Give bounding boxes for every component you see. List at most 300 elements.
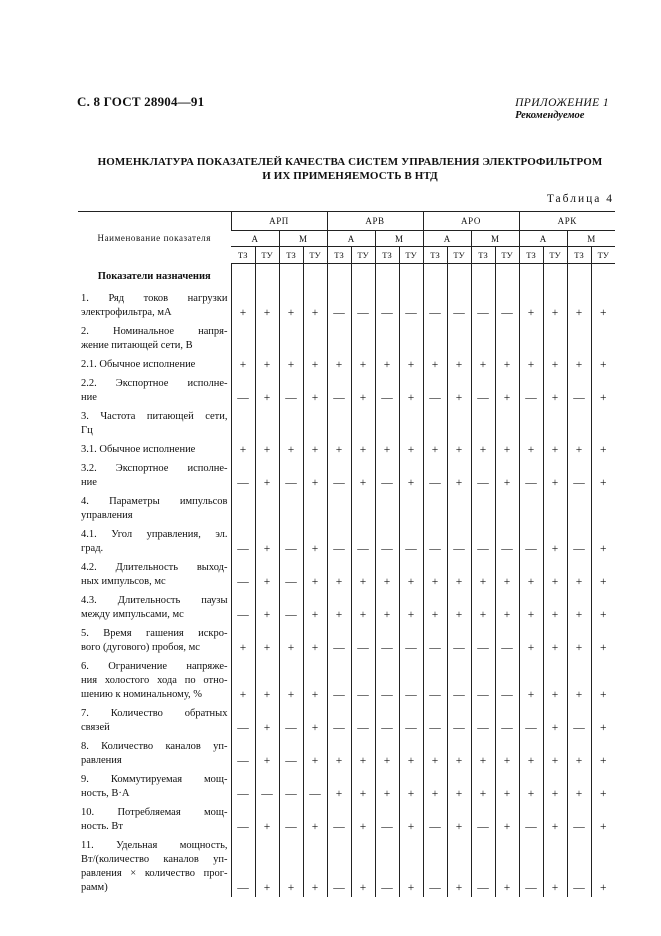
applicability-cell: —: [375, 459, 399, 492]
applicability-cell: —: [351, 624, 375, 657]
applicability-cell: —: [423, 657, 447, 704]
applicability-cell: +: [327, 770, 351, 803]
applicability-cell: +: [543, 803, 567, 836]
applicability-cell: +: [303, 355, 327, 374]
applicability-cell: —: [423, 836, 447, 897]
applicability-cell: +: [447, 836, 471, 897]
applicability-cell: +: [327, 355, 351, 374]
doc-type-header: ТУ: [255, 247, 279, 264]
applicability-cell: [423, 322, 447, 355]
applicability-cell: +: [375, 440, 399, 459]
applicability-cell: —: [327, 374, 351, 407]
applicability-cell: —: [567, 525, 591, 558]
applicability-cell: —: [567, 836, 591, 897]
indicator-name: [78, 704, 231, 737]
applicability-cell: +: [447, 459, 471, 492]
applicability-cell: +: [471, 440, 495, 459]
indicator-name-line: ность. Вт: [81, 820, 124, 832]
applicability-cell: —: [399, 657, 423, 704]
applicability-cell: [471, 492, 495, 525]
applicability-cell: [423, 492, 447, 525]
applicability-cell: —: [351, 289, 375, 322]
group-header: АРП: [231, 212, 327, 231]
applicability-cell: —: [375, 525, 399, 558]
applicability-cell: —: [447, 624, 471, 657]
applicability-cell: +: [399, 558, 423, 591]
applicability-cell: [255, 407, 279, 440]
doc-type-header: ТУ: [447, 247, 471, 264]
applicability-cell: +: [399, 836, 423, 897]
applicability-cell: +: [567, 289, 591, 322]
indicator-name-line: жение питающей сети, В: [81, 339, 193, 351]
applicability-cell: +: [255, 836, 279, 897]
indicator-name-line: 3. Частота питающей сети,: [81, 410, 228, 422]
applicability-cell: —: [519, 836, 543, 897]
applicability-cell: [591, 322, 615, 355]
indicator-name-line: 4. Параметры импульсов: [81, 495, 228, 507]
applicability-cell: +: [519, 558, 543, 591]
applicability-cell: +: [327, 737, 351, 770]
applicability-cell: +: [423, 558, 447, 591]
applicability-cell: +: [519, 657, 543, 704]
applicability-cell: [279, 322, 303, 355]
indicator-name-line: равления: [81, 754, 122, 766]
applicability-cell: —: [447, 704, 471, 737]
applicability-cell: —: [399, 289, 423, 322]
applicability-cell: —: [279, 737, 303, 770]
indicator-name-line: 6. Ограничение напряже-: [81, 660, 228, 672]
indicator-name: [78, 440, 231, 459]
subgroup-header: М: [471, 231, 519, 247]
applicability-cell: +: [327, 558, 351, 591]
applicability-cell: +: [471, 591, 495, 624]
applicability-cell: —: [279, 459, 303, 492]
applicability-cell: +: [327, 440, 351, 459]
indicator-name-line: 11. Удельная мощность,: [81, 839, 228, 851]
applicability-cell: —: [279, 558, 303, 591]
applicability-cell: —: [471, 657, 495, 704]
applicability-cell: —: [495, 657, 519, 704]
applicability-cell: +: [303, 558, 327, 591]
applicability-cell: +: [255, 591, 279, 624]
applicability-cell: [447, 492, 471, 525]
table-row: [78, 407, 615, 440]
applicability-cell: +: [519, 289, 543, 322]
column-header-name: Наименование показателя: [78, 212, 231, 264]
doc-type-header: ТУ: [399, 247, 423, 264]
table-row: [78, 803, 615, 836]
applicability-cell: [303, 492, 327, 525]
applicability-cell: —: [519, 374, 543, 407]
applicability-cell: +: [591, 657, 615, 704]
applicability-cell: +: [279, 355, 303, 374]
applicability-cell: —: [423, 803, 447, 836]
applicability-cell: +: [543, 737, 567, 770]
applicability-cell: —: [327, 657, 351, 704]
applicability-cell: [351, 322, 375, 355]
indicator-name-line: 5. Время гашения искро-: [81, 627, 228, 639]
applicability-cell: +: [231, 440, 255, 459]
applicability-cell: +: [543, 459, 567, 492]
applicability-cell: +: [303, 459, 327, 492]
applicability-cell: +: [399, 374, 423, 407]
applicability-cell: [423, 407, 447, 440]
applicability-cell: +: [543, 770, 567, 803]
indicator-name: [78, 770, 231, 803]
indicator-name-line: Вт/(количество каналов уп-: [81, 853, 228, 865]
table-row: [78, 657, 615, 704]
applicability-cell: —: [375, 374, 399, 407]
applicability-cell: —: [471, 803, 495, 836]
applicability-cell: +: [519, 355, 543, 374]
applicability-cell: +: [255, 737, 279, 770]
applicability-cell: +: [519, 591, 543, 624]
applicability-cell: +: [543, 374, 567, 407]
title-line-2: И ИХ ПРИМЕНЯЕМОСТЬ В НТД: [262, 170, 438, 182]
indicator-name-line: град.: [81, 542, 104, 554]
applicability-cell: [327, 492, 351, 525]
applicability-cell: —: [471, 836, 495, 897]
applicability-cell: [303, 322, 327, 355]
indicator-name-line: 10. Потребляемая мощ-: [81, 806, 228, 818]
applicability-cell: +: [591, 289, 615, 322]
applicability-cell: +: [495, 459, 519, 492]
applicability-cell: +: [591, 770, 615, 803]
applicability-cell: [375, 322, 399, 355]
indicator-name-line: вого (дугового) пробоя, мс: [81, 641, 200, 653]
applicability-cell: +: [351, 591, 375, 624]
indicator-name-line: шению к номинальному, %: [81, 688, 203, 700]
indicator-name: [78, 657, 231, 704]
applicability-cell: +: [399, 591, 423, 624]
table-row: [78, 737, 615, 770]
table-row: [78, 374, 615, 407]
applicability-cell: +: [255, 657, 279, 704]
applicability-cell: —: [423, 289, 447, 322]
applicability-cell: —: [231, 836, 255, 897]
table-row: [78, 770, 615, 803]
applicability-cell: +: [399, 459, 423, 492]
subgroup-header: А: [327, 231, 375, 247]
applicability-cell: [567, 322, 591, 355]
applicability-cell: —: [231, 737, 255, 770]
applicability-cell: +: [567, 770, 591, 803]
applicability-cell: +: [255, 624, 279, 657]
indicator-name: [78, 322, 231, 355]
applicability-cell: —: [423, 459, 447, 492]
indicator-name-line: связей: [81, 721, 110, 733]
indicator-name-line: электрофильтра, мА: [81, 306, 172, 318]
applicability-cell: +: [543, 440, 567, 459]
applicability-cell: +: [591, 836, 615, 897]
applicability-cell: —: [423, 525, 447, 558]
applicability-cell: —: [327, 459, 351, 492]
applicability-cell: —: [375, 803, 399, 836]
group-header: АРО: [423, 212, 519, 231]
applicability-cell: +: [255, 525, 279, 558]
applicability-cell: +: [231, 657, 255, 704]
applicability-cell: +: [567, 657, 591, 704]
applicability-cell: —: [351, 657, 375, 704]
applicability-cell: +: [399, 803, 423, 836]
applicability-cell: +: [519, 737, 543, 770]
applicability-cell: +: [447, 355, 471, 374]
applicability-cell: [279, 407, 303, 440]
applicability-cell: [255, 492, 279, 525]
indicator-name-line: 2.1. Обычное исполнение: [81, 358, 196, 370]
table-row: [78, 289, 615, 322]
applicability-cell: [447, 407, 471, 440]
applicability-cell: +: [591, 624, 615, 657]
applicability-cell: —: [471, 289, 495, 322]
indicator-name: [78, 591, 231, 624]
applicability-cell: +: [591, 591, 615, 624]
applicability-cell: —: [231, 459, 255, 492]
applicability-cell: —: [327, 289, 351, 322]
applicability-cell: [399, 407, 423, 440]
applicability-cell: +: [519, 440, 543, 459]
applicability-cell: +: [495, 440, 519, 459]
applicability-cell: —: [495, 525, 519, 558]
applicability-cell: +: [495, 355, 519, 374]
indicator-name: [78, 459, 231, 492]
table-row: [78, 459, 615, 492]
doc-type-header: ТУ: [303, 247, 327, 264]
applicability-cell: +: [447, 591, 471, 624]
applicability-cell: —: [279, 374, 303, 407]
indicator-name-line: ние: [81, 391, 97, 403]
applicability-cell: —: [231, 803, 255, 836]
indicator-name-line: 1. Ряд токов нагрузки: [81, 292, 228, 304]
applicability-cell: —: [375, 704, 399, 737]
appendix-label: [515, 97, 609, 121]
applicability-cell: +: [255, 289, 279, 322]
applicability-cell: +: [567, 355, 591, 374]
table-row: [78, 624, 615, 657]
indicator-name: [78, 355, 231, 374]
applicability-cell: [471, 407, 495, 440]
applicability-cell: +: [399, 440, 423, 459]
applicability-cell: +: [351, 374, 375, 407]
doc-type-header: ТЗ: [375, 247, 399, 264]
applicability-cell: +: [255, 355, 279, 374]
applicability-cell: [495, 322, 519, 355]
applicability-cell: —: [495, 289, 519, 322]
applicability-cell: +: [543, 558, 567, 591]
applicability-cell: +: [495, 803, 519, 836]
applicability-cell: +: [447, 770, 471, 803]
section-label: Показатели назначения: [97, 270, 211, 282]
applicability-cell: +: [303, 657, 327, 704]
applicability-cell: +: [303, 737, 327, 770]
indicator-name-line: 4.1. Угол управления, эл.: [81, 528, 228, 540]
section-row: [78, 264, 615, 289]
applicability-cell: +: [591, 803, 615, 836]
applicability-cell: +: [351, 836, 375, 897]
doc-type-header: ТЗ: [471, 247, 495, 264]
applicability-cell: [231, 322, 255, 355]
applicability-cell: +: [423, 355, 447, 374]
applicability-cell: —: [351, 704, 375, 737]
applicability-cell: [351, 492, 375, 525]
applicability-cell: —: [471, 374, 495, 407]
applicability-cell: +: [255, 374, 279, 407]
applicability-cell: +: [231, 624, 255, 657]
table-row: [78, 440, 615, 459]
applicability-cell: +: [351, 459, 375, 492]
applicability-cell: +: [543, 355, 567, 374]
applicability-cell: +: [471, 355, 495, 374]
applicability-cell: +: [279, 624, 303, 657]
quality-indicators-table: [78, 211, 615, 897]
applicability-cell: +: [375, 591, 399, 624]
applicability-cell: +: [303, 624, 327, 657]
table-number: Таблица 4: [546, 193, 614, 205]
applicability-cell: +: [351, 770, 375, 803]
applicability-cell: +: [279, 289, 303, 322]
applicability-cell: —: [303, 770, 327, 803]
doc-type-header: ТЗ: [231, 247, 255, 264]
applicability-cell: +: [423, 770, 447, 803]
applicability-cell: +: [255, 459, 279, 492]
indicator-name-line: 3.2. Экспортное исполне-: [81, 462, 228, 474]
indicator-name-line: ность, В·А: [81, 787, 130, 799]
applicability-cell: —: [471, 459, 495, 492]
applicability-cell: +: [543, 525, 567, 558]
applicability-cell: —: [567, 803, 591, 836]
appendix-subtitle: Рекомендуемое: [515, 110, 585, 121]
applicability-cell: —: [279, 525, 303, 558]
applicability-cell: +: [495, 591, 519, 624]
applicability-cell: +: [351, 558, 375, 591]
applicability-cell: +: [255, 704, 279, 737]
page-header: С. 8 ГОСТ 28904—91: [77, 94, 205, 109]
applicability-cell: —: [279, 770, 303, 803]
indicator-name-line: 9. Коммутируемая мощ-: [81, 773, 228, 785]
applicability-cell: [303, 407, 327, 440]
indicator-name-line: равления × количество прог-: [81, 867, 228, 879]
applicability-cell: —: [375, 657, 399, 704]
applicability-cell: +: [231, 355, 255, 374]
applicability-cell: +: [327, 591, 351, 624]
applicability-cell: —: [231, 525, 255, 558]
applicability-cell: +: [543, 591, 567, 624]
applicability-cell: [519, 407, 543, 440]
applicability-cell: —: [447, 525, 471, 558]
doc-type-header: ТЗ: [519, 247, 543, 264]
applicability-cell: —: [399, 624, 423, 657]
group-header: АРК: [519, 212, 615, 231]
applicability-cell: +: [591, 704, 615, 737]
applicability-cell: +: [303, 836, 327, 897]
applicability-cell: +: [471, 770, 495, 803]
applicability-cell: —: [423, 374, 447, 407]
table-row: [78, 591, 615, 624]
applicability-cell: +: [375, 558, 399, 591]
applicability-cell: +: [399, 770, 423, 803]
applicability-cell: [375, 492, 399, 525]
applicability-cell: —: [327, 704, 351, 737]
doc-type-header: ТУ: [543, 247, 567, 264]
applicability-cell: [279, 492, 303, 525]
table-row: [78, 836, 615, 897]
applicability-cell: +: [255, 558, 279, 591]
table-row: [78, 492, 615, 525]
applicability-cell: [543, 492, 567, 525]
applicability-cell: —: [279, 591, 303, 624]
applicability-cell: [543, 407, 567, 440]
applicability-cell: [495, 492, 519, 525]
applicability-cell: [231, 492, 255, 525]
applicability-cell: +: [303, 440, 327, 459]
indicator-name-line: 7. Количество обратных: [81, 707, 228, 719]
applicability-cell: —: [279, 803, 303, 836]
applicability-cell: +: [591, 558, 615, 591]
doc-type-header: ТЗ: [279, 247, 303, 264]
applicability-cell: [327, 407, 351, 440]
applicability-cell: +: [471, 737, 495, 770]
applicability-cell: —: [327, 525, 351, 558]
applicability-cell: +: [543, 836, 567, 897]
applicability-cell: —: [519, 459, 543, 492]
applicability-cell: [255, 322, 279, 355]
applicability-cell: —: [471, 704, 495, 737]
applicability-cell: +: [279, 657, 303, 704]
applicability-cell: +: [399, 737, 423, 770]
applicability-cell: +: [471, 558, 495, 591]
applicability-cell: +: [423, 440, 447, 459]
applicability-cell: [567, 407, 591, 440]
subgroup-header: М: [279, 231, 327, 247]
document-title: [60, 155, 640, 183]
applicability-cell: [351, 407, 375, 440]
applicability-cell: —: [351, 525, 375, 558]
applicability-cell: —: [471, 624, 495, 657]
applicability-cell: [327, 322, 351, 355]
applicability-cell: —: [495, 624, 519, 657]
table-row: [78, 322, 615, 355]
applicability-cell: +: [591, 440, 615, 459]
applicability-cell: [399, 322, 423, 355]
applicability-cell: —: [447, 657, 471, 704]
applicability-cell: +: [423, 737, 447, 770]
applicability-cell: —: [519, 704, 543, 737]
applicability-cell: +: [375, 770, 399, 803]
indicator-name: [78, 492, 231, 525]
applicability-cell: +: [255, 440, 279, 459]
indicator-name: [78, 407, 231, 440]
indicator-name: [78, 836, 231, 897]
title-line-1: НОМЕНКЛАТУРА ПОКАЗАТЕЛЕЙ КАЧЕСТВА СИСТЕМ УПРАВЛЕНИЯ ЭЛЕКТРОФИЛЬТРОМ: [97, 156, 603, 168]
subgroup-header: А: [519, 231, 567, 247]
applicability-cell: +: [567, 440, 591, 459]
applicability-cell: [567, 492, 591, 525]
applicability-cell: —: [231, 374, 255, 407]
applicability-cell: +: [543, 289, 567, 322]
applicability-cell: —: [567, 459, 591, 492]
applicability-cell: +: [303, 374, 327, 407]
applicability-cell: +: [303, 704, 327, 737]
applicability-cell: +: [591, 525, 615, 558]
header-row-groups: [78, 212, 615, 231]
applicability-cell: +: [351, 737, 375, 770]
applicability-cell: —: [447, 289, 471, 322]
applicability-cell: +: [591, 355, 615, 374]
table-row: [78, 355, 615, 374]
applicability-cell: +: [303, 591, 327, 624]
applicability-cell: —: [567, 704, 591, 737]
doc-type-header: ТУ: [591, 247, 615, 264]
